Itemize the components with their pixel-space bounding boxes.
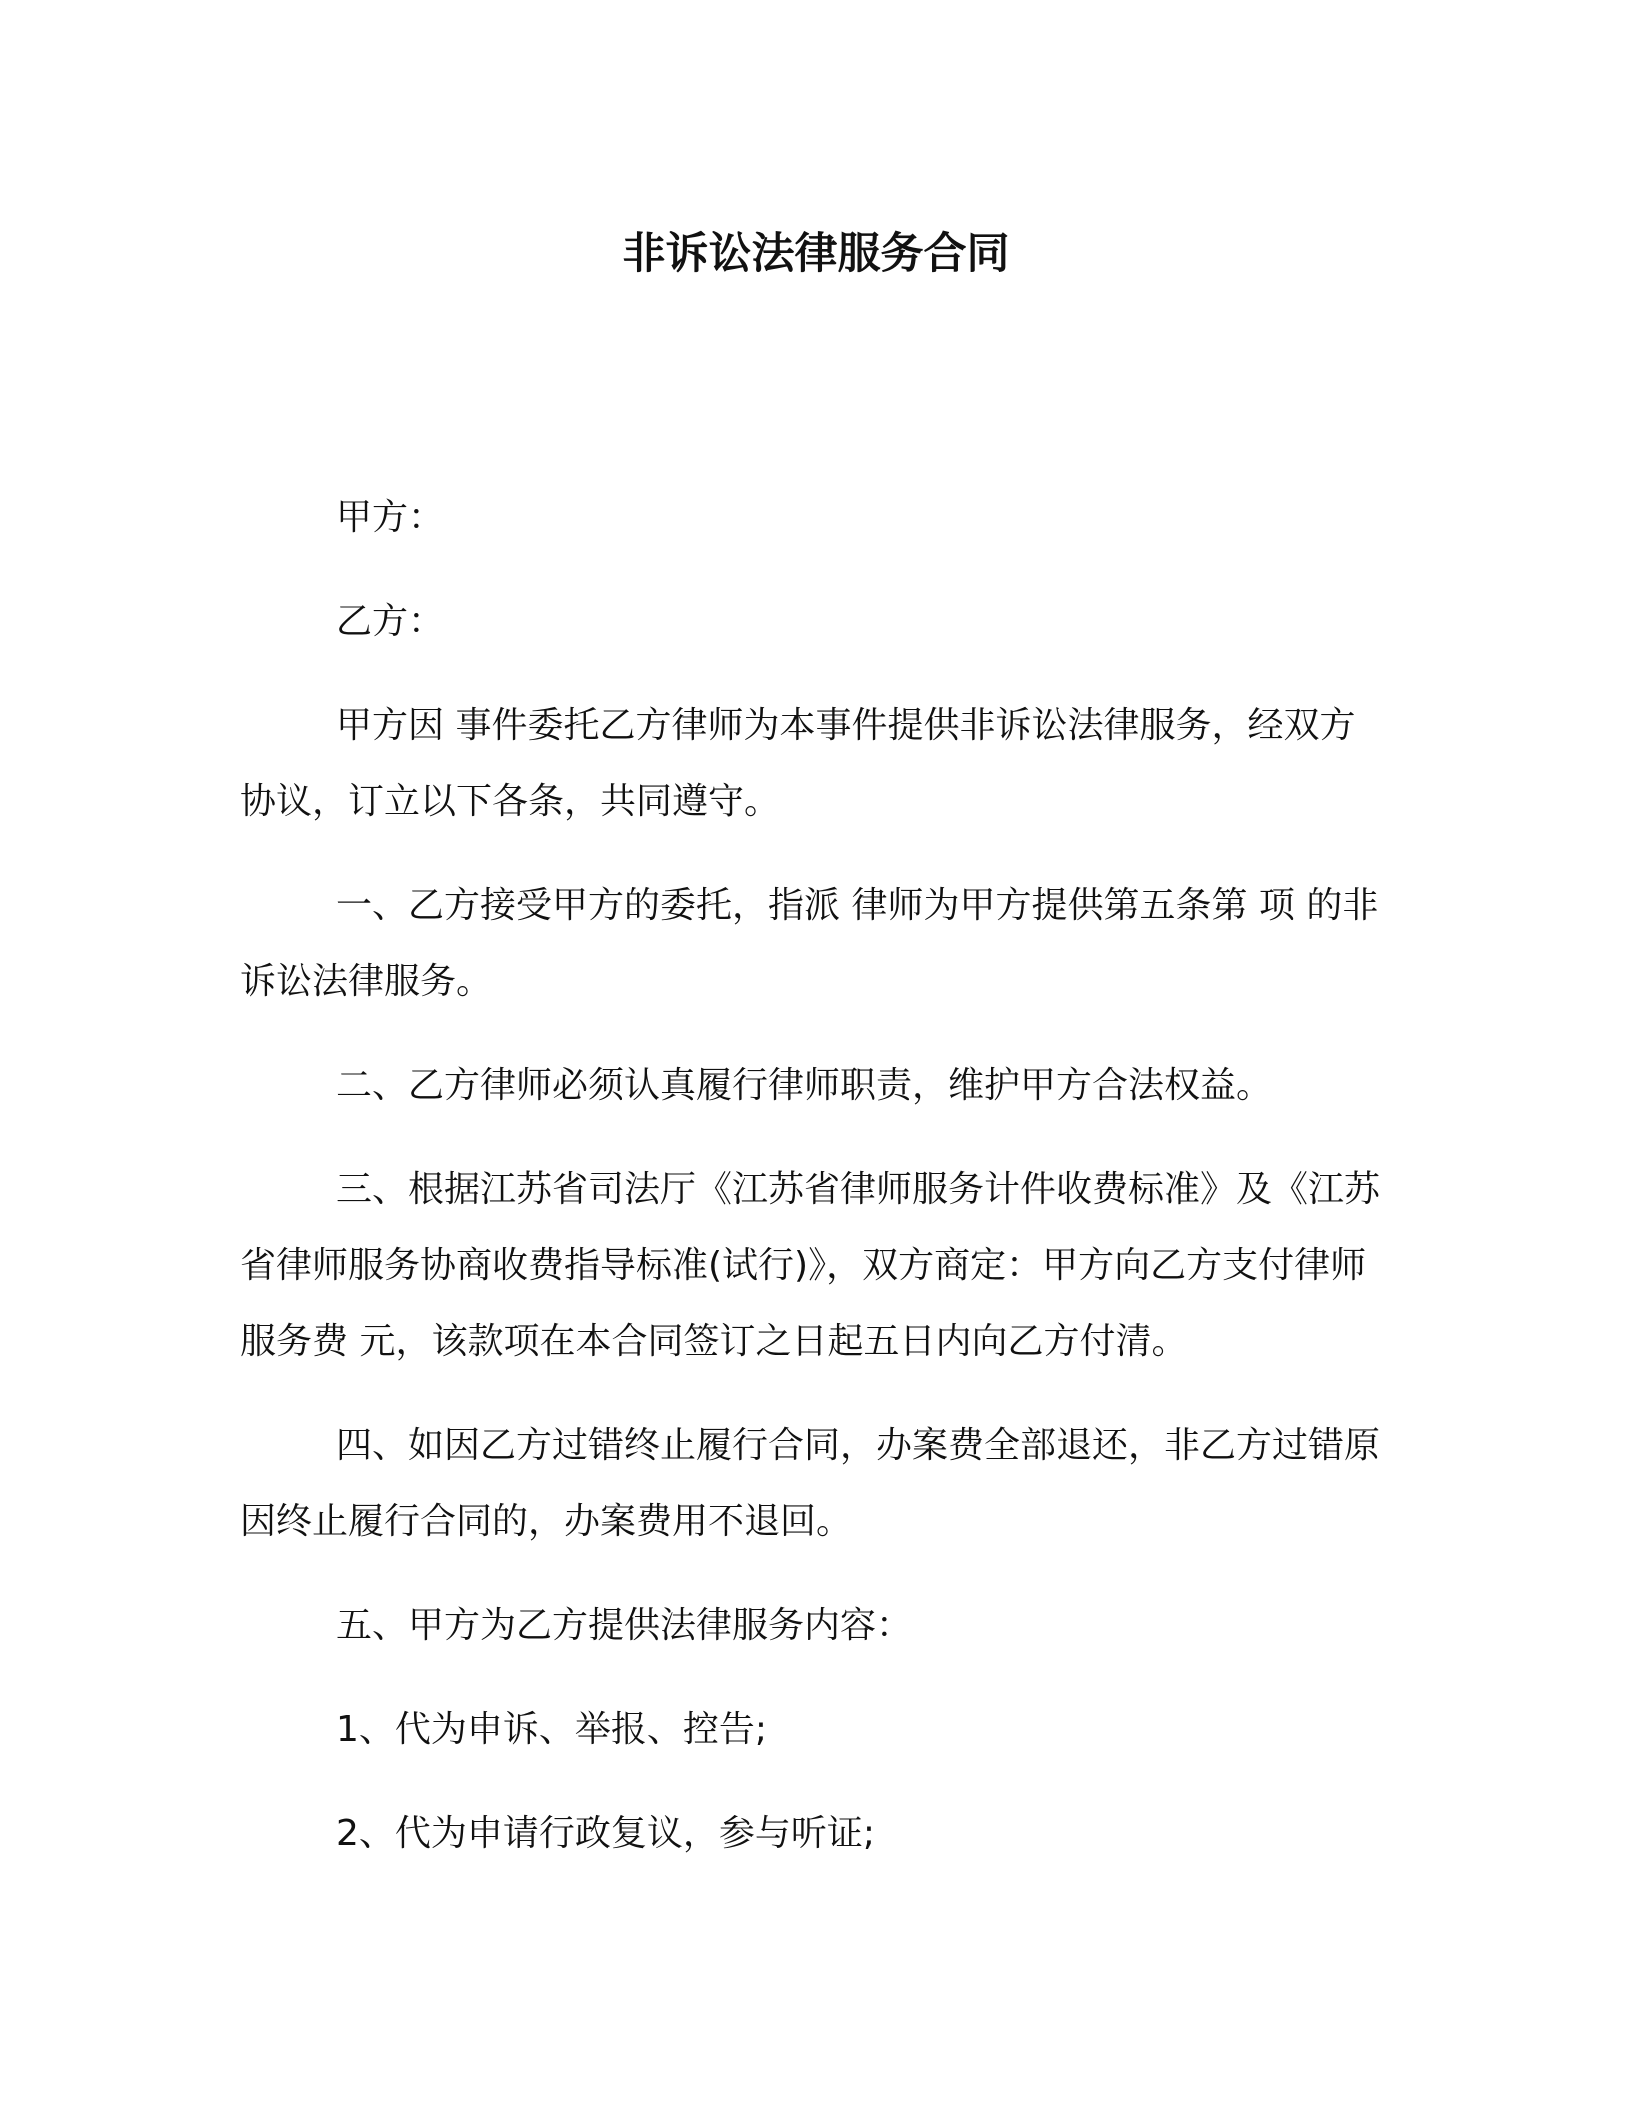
clause-2-paragraph: 二、乙方律师必须认真履行律师职责，维护甲方合法权益。 [336,1065,1273,1106]
party-a-line: 甲方： [336,497,445,538]
service-item-1: 1、代为申诉、举报、控告; [336,1709,768,1750]
service-item-2: 2、代为申请行政复议，参与听证; [336,1813,876,1854]
document-body [240,480,1390,1900]
clause-3-paragraph: 三、根据江苏省司法厅《江苏省律师服务计件收费标准》及《江苏省律师服务协商收费指导标准(试行)》，双方商定：甲方向乙方支付律师服务费 元，该款项在本合同签订之日起五日内向乙方付清。 [240,1169,1381,1362]
intro-paragraph: 甲方因 事件委托乙方律师为本事件提供非诉讼法律服务，经双方协议，订立以下各条，共同遵守。 [240,705,1356,822]
clause-5-paragraph: 五、甲方为乙方提供法律服务内容： [336,1605,913,1646]
clause-4-paragraph: 四、如因乙方过错终止履行合同，办案费全部退还，非乙方过错原因终止履行合同的，办案费用不退回。 [240,1425,1381,1542]
clause-1-paragraph: 一、乙方接受甲方的委托，指派 律师为甲方提供第五条第 项 的非诉讼法律服务。 [240,885,1379,1002]
document-title: 非诉讼法律服务合同 [622,229,1010,279]
party-b-line: 乙方： [336,601,445,642]
